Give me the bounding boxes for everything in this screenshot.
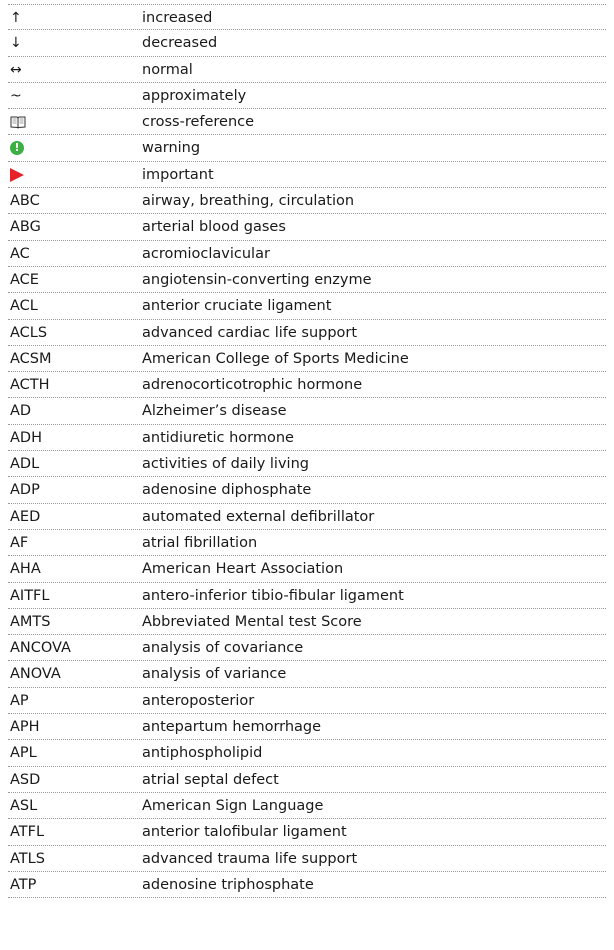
abbreviation-row	[8, 688, 606, 714]
abbreviation-row	[8, 661, 606, 687]
abbreviation-row	[8, 714, 606, 740]
abbreviation: ACE	[10, 271, 39, 288]
definition: atrial septal defect	[142, 771, 279, 788]
down-arrow-icon: ↓	[10, 35, 22, 52]
definition: atrial fibrillation	[142, 534, 258, 551]
abbreviation-row	[8, 372, 606, 398]
abbreviation: AMTS	[10, 613, 51, 630]
abbreviation-row	[8, 583, 606, 609]
abbreviation: APH	[10, 719, 40, 736]
abbreviation: AD	[10, 403, 32, 420]
symbol-definition: important	[142, 166, 214, 183]
abbreviation: AF	[10, 534, 29, 551]
definition: American College of Sports Medicine	[142, 350, 409, 367]
abbreviation: ACTH	[10, 377, 50, 394]
abbreviation-row	[8, 398, 606, 424]
symbol-row	[8, 83, 606, 109]
symbol-row	[8, 57, 606, 83]
book-icon	[10, 109, 26, 135]
abbreviation-row	[8, 504, 606, 530]
abbreviation-row	[8, 846, 606, 872]
definition: analysis of covariance	[142, 640, 304, 657]
symbol-row	[8, 135, 606, 161]
definition: adenosine diphosphate	[142, 482, 312, 499]
symbol-row	[8, 162, 606, 188]
up-arrow-icon: ↑	[10, 10, 22, 26]
abbreviation-row	[8, 477, 606, 503]
definition: adrenocorticotrophic hormone	[142, 377, 363, 394]
definition: Alzheimer’s disease	[142, 403, 287, 420]
abbreviation-row	[8, 609, 606, 635]
definition: arterial blood gases	[142, 219, 286, 236]
definition: anteroposterior	[142, 692, 255, 709]
definition: adenosine triphosphate	[142, 876, 314, 893]
abbreviation: ABG	[10, 219, 41, 236]
abbreviation: ACLS	[10, 324, 48, 341]
abbreviation-row	[8, 819, 606, 845]
abbreviation-row	[8, 635, 606, 661]
abbreviation: ABC	[10, 193, 40, 210]
symbol-definition: normal	[142, 61, 193, 78]
definition: American Sign Language	[142, 797, 324, 814]
symbol-definition: cross-reference	[142, 114, 255, 131]
definition: angiotensin-converting enzyme	[142, 271, 372, 288]
definition: airway, breathing, circulation	[142, 193, 355, 210]
symbol-row	[8, 4, 606, 30]
abbreviation: ACSM	[10, 350, 52, 367]
abbreviation-row	[8, 320, 606, 346]
abbreviation-row	[8, 425, 606, 451]
abbreviation: AITFL	[10, 587, 50, 604]
definition: advanced cardiac life support	[142, 324, 358, 341]
definition: American Heart Association	[142, 561, 344, 578]
left-right-arrow-icon: ↔	[10, 61, 22, 78]
definition: anterior cruciate ligament	[142, 298, 332, 315]
abbreviation-row	[8, 767, 606, 793]
symbol-row	[8, 109, 606, 135]
abbreviation-row	[8, 293, 606, 319]
abbreviation: ACL	[10, 298, 38, 315]
warning-icon: !	[10, 135, 24, 161]
abbreviation: AED	[10, 508, 41, 525]
definition: acromioclavicular	[142, 245, 270, 262]
abbreviation-row	[8, 872, 606, 898]
abbreviation: ATFL	[10, 824, 45, 841]
abbreviation: AC	[10, 245, 30, 262]
tilde-icon: ~	[10, 87, 22, 104]
abbreviation: AHA	[10, 561, 41, 578]
definition: advanced trauma life support	[142, 850, 358, 867]
definition: activities of daily living	[142, 456, 309, 473]
abbreviation: ATP	[10, 876, 37, 893]
symbol-definition: warning	[142, 140, 201, 157]
symbol-row	[8, 30, 606, 56]
abbreviation: ATLS	[10, 850, 45, 867]
abbreviation-row	[8, 214, 606, 240]
abbreviation-list	[8, 4, 606, 898]
symbol-definition: approximately	[142, 87, 247, 104]
abbreviation: AP	[10, 692, 29, 709]
abbreviation: APL	[10, 745, 37, 762]
definition: antero-inferior tibio-fibular ligament	[142, 587, 404, 604]
abbreviation-row	[8, 740, 606, 766]
abbreviation: ANOVA	[10, 666, 61, 683]
symbol-definition: decreased	[142, 35, 218, 52]
abbreviation-row	[8, 793, 606, 819]
definition: analysis of variance	[142, 666, 287, 683]
definition: anterior talofibular ligament	[142, 824, 347, 841]
abbreviation: ASL	[10, 797, 38, 814]
abbreviation-row	[8, 188, 606, 214]
abbreviation-row	[8, 241, 606, 267]
abbreviation: ADP	[10, 482, 40, 499]
abbreviation-row	[8, 556, 606, 582]
symbol-definition: increased	[142, 10, 213, 26]
definition: automated external defibrillator	[142, 508, 375, 525]
red-triangle-icon	[10, 162, 24, 188]
abbreviation: ADH	[10, 429, 42, 446]
definition: antiphospholipid	[142, 745, 263, 762]
abbreviation: ANCOVA	[10, 640, 71, 657]
abbreviation-row	[8, 267, 606, 293]
definition: antepartum hemorrhage	[142, 719, 322, 736]
definition: antidiuretic hormone	[142, 429, 294, 446]
abbreviation: ADL	[10, 456, 40, 473]
abbreviation-row	[8, 451, 606, 477]
abbreviation: ASD	[10, 771, 41, 788]
definition: Abbreviated Mental test Score	[142, 613, 362, 630]
abbreviation-row	[8, 530, 606, 556]
abbreviation-row	[8, 346, 606, 372]
